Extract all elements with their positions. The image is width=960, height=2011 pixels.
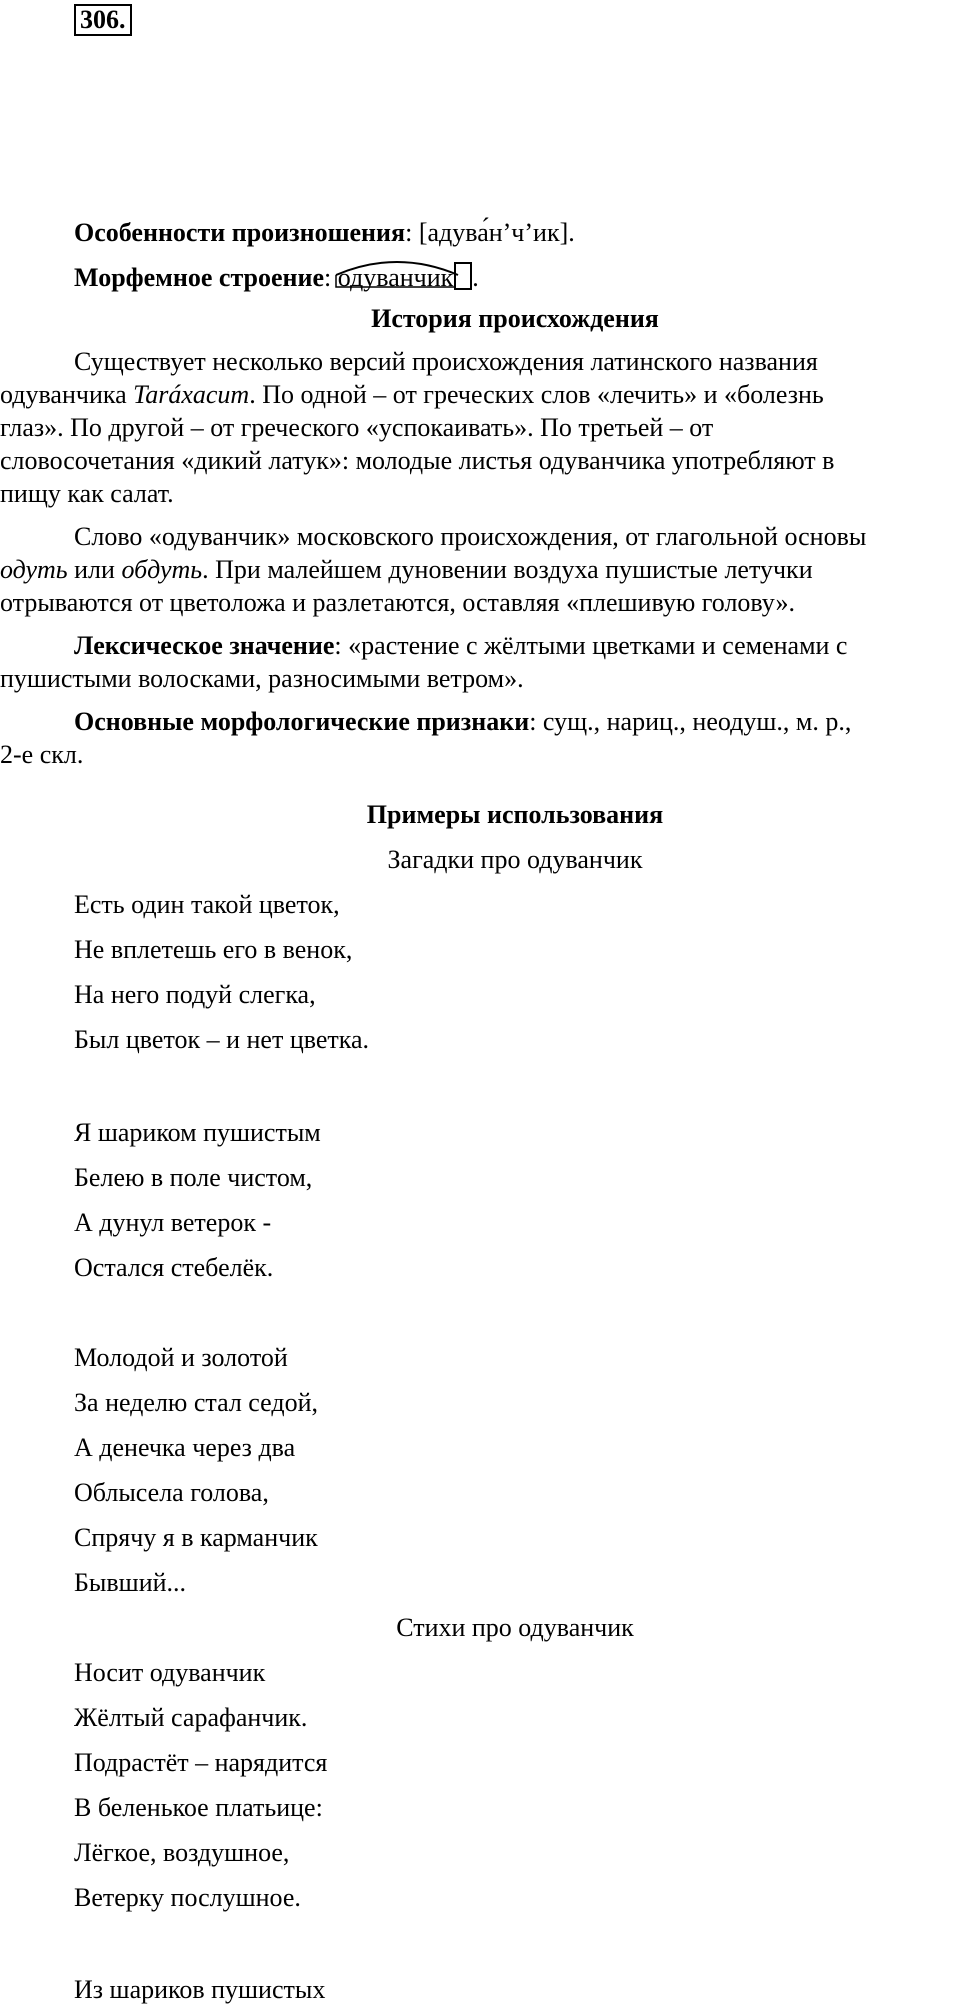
riddle-1-line-3: На него подуй слегка,: [74, 980, 316, 1009]
poems-heading: Стихи про одуванчик: [396, 1613, 634, 1642]
riddle-1-line-2: Не вплетешь его в венок,: [74, 935, 353, 964]
poem-1-line-5: Лёгкое, воздушное,: [74, 1838, 290, 1867]
morphemic-line: Морфемное строение: одуванчик .: [0, 261, 960, 294]
riddle-3-line-4: Облысела голова,: [74, 1478, 269, 1507]
riddle-1-line-4: Был цветок – и нет цветка.: [74, 1025, 370, 1054]
zero-ending-box: [454, 262, 472, 290]
riddle-3-line-3: А денечка через два: [74, 1433, 296, 1462]
riddle-2-line-2: Белею в поле чистом,: [74, 1163, 313, 1192]
riddle-3-line-6: Бывший...: [74, 1568, 187, 1597]
morphological-features: Основные морфологические признаки: сущ., нариц., неодуш., м. р., 2-е скл.: [0, 707, 852, 769]
poem-1-line-1: Носит одуванчик: [74, 1658, 266, 1687]
latin-name: Taráxacum: [133, 380, 250, 409]
pronunciation-value: [адува́н’ч’ик].: [418, 218, 575, 247]
riddle-2-line-3: А дунул ветерок -: [74, 1208, 272, 1237]
poem-1-line-4: В беленькое платьице:: [74, 1793, 323, 1822]
riddle-3-line-1: Молодой и золотой: [74, 1343, 288, 1372]
poem-1-line-2: Жёлтый сарафанчик.: [74, 1703, 308, 1732]
riddle-3-line-5: Спрячу я в карманчик: [74, 1523, 318, 1552]
examples-heading: Примеры использования: [366, 800, 664, 829]
riddle-2-line-4: Остался стебелёк.: [74, 1253, 274, 1282]
riddle-1-line-1: Есть один такой цветок,: [74, 890, 340, 919]
pronunciation-line: Особенности произношения: [адува́н’ч’ик].: [74, 218, 575, 247]
poem-1-line-6: Ветерку послушное.: [74, 1883, 301, 1912]
riddles-heading: Загадки про одуванчик: [387, 845, 643, 874]
lexical-meaning: Лексическое значение: «растение с жёлтыми цветками и семенами с пушистыми волосками, разносимыми ветром».: [0, 631, 848, 693]
task-number: 306.: [74, 4, 132, 36]
riddle-2-line-1: Я шариком пушистым: [74, 1118, 321, 1147]
history-paragraph-1: Существует несколько версий происхождения латинского названия одуванчика Taráxacum. По одной – от греческих слов «лечить» и «болезнь глаз». По другой – от греческого «успокаивать». По третьей – от словосочетания «дикий латук»: молодые листья одуванчика употребляют в пищу как салат.: [0, 347, 835, 508]
morphemic-root: одуванчик: [338, 261, 454, 294]
riddle-3-line-2: За неделю стал седой,: [74, 1388, 319, 1417]
morphemic-label: Морфемное строение: [74, 263, 325, 292]
history-heading: История происхождения: [371, 304, 659, 333]
pronunciation-label: Особенности произношения: [74, 218, 406, 247]
poem-1-line-3: Подрастёт – нарядится: [74, 1748, 328, 1777]
history-paragraph-2: Слово «одуванчик» московского происхождения, от глагольной основы одуть или обдуть. При малейшем дуновении воздуха пушистые летучки отрываются от цветоложа и разлетаются, оставляя «плешивую голову».: [0, 522, 867, 617]
poem-2-line-1: Из шариков пушистых: [74, 1975, 326, 2004]
article-body: [0, 216, 960, 771]
